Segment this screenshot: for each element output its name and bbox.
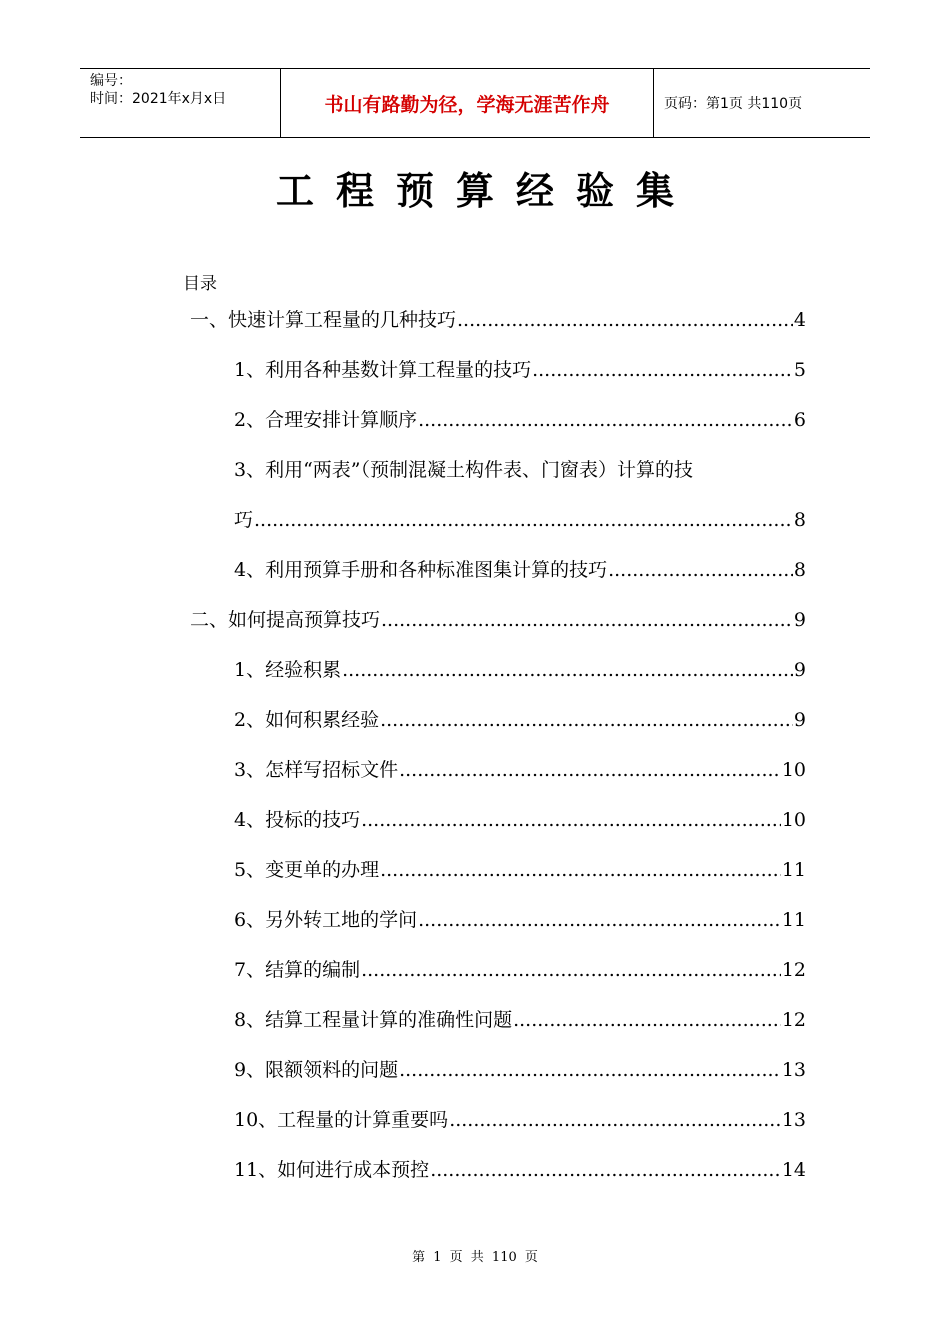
toc-entry <box>234 655 806 682</box>
toc-entry <box>190 305 806 332</box>
toc-entry <box>234 1105 806 1132</box>
toc-entry-label: 3、怎样写招标文件 <box>234 759 399 781</box>
toc-entry <box>234 755 806 782</box>
toc-entry <box>234 405 806 432</box>
toc-entry <box>234 555 806 582</box>
toc-entry-page: 13 <box>781 1109 806 1131</box>
page-info: 页码：第1页 共110页 <box>664 96 803 112</box>
toc-entry-label: 6、另外转工地的学问 <box>234 909 418 931</box>
document-title: 工程预算经验集 <box>275 169 696 213</box>
toc-entry-label: 二、如何提高预算技巧 <box>190 609 381 631</box>
header-info-cell <box>80 69 281 137</box>
toc-entry-label: 4、利用预算手册和各种标准图集计算的技巧 <box>234 559 608 581</box>
toc-entry <box>190 605 806 632</box>
page-footer: 第 1 页 共 110 页 <box>412 1250 538 1265</box>
toc-dot-leader <box>399 1059 781 1081</box>
toc-entry-label: 11、如何进行成本预控 <box>234 1159 430 1181</box>
toc-dot-leader <box>608 559 793 581</box>
toc-entry-label: 10、工程量的计算重要吗 <box>234 1109 449 1131</box>
toc-entry-label: 7、结算的编制 <box>234 959 361 981</box>
toc-entry-page: 9 <box>793 609 806 631</box>
toc-heading: 目录 <box>183 274 217 294</box>
toc-entry-label: 巧 <box>234 509 254 531</box>
toc-entry-page: 8 <box>793 509 806 531</box>
toc-entry-label: 2、如何积累经验 <box>234 709 380 731</box>
toc-entry <box>234 1155 806 1182</box>
time-label: 时间：2021年x月x日 <box>90 91 227 107</box>
toc-entry-page: 12 <box>781 1009 806 1031</box>
toc-entry <box>234 955 806 982</box>
toc-entry-label: 一、快速计算工程量的几种技巧 <box>190 309 457 331</box>
toc-entry <box>234 455 806 482</box>
toc-entry-page: 14 <box>781 1159 806 1181</box>
toc-entry <box>234 1005 806 1032</box>
toc-entry <box>234 855 806 882</box>
toc-entry-page: 8 <box>793 559 806 581</box>
toc-dot-leader <box>380 859 781 881</box>
toc-entry-page: 6 <box>793 409 806 431</box>
toc-entry-page: 9 <box>793 659 806 681</box>
number-label: 编号： <box>90 73 132 89</box>
toc-dot-leader <box>513 1009 781 1031</box>
toc-entry-label: 5、变更单的办理 <box>234 859 380 881</box>
toc-entry-label: 9、限额领料的问题 <box>234 1059 399 1081</box>
toc-entry <box>234 705 806 732</box>
toc-entry-page: 12 <box>781 959 806 981</box>
page-header <box>80 68 870 138</box>
toc-dot-leader <box>457 309 793 331</box>
toc-entry-page: 10 <box>781 809 806 831</box>
toc-dot-leader <box>361 809 781 831</box>
toc-entry-page: 11 <box>781 859 806 881</box>
motto: 书山有路勤为径，学海无涯苦作舟 <box>281 69 654 137</box>
toc-dot-leader <box>342 659 793 681</box>
toc-entry <box>234 355 806 382</box>
toc-entry-label: 2、合理安排计算顺序 <box>234 409 418 431</box>
toc-entry <box>234 1055 806 1082</box>
toc-entry <box>234 905 806 932</box>
toc-entry-label: 4、投标的技巧 <box>234 809 361 831</box>
toc-entry-label: 1、利用各种基数计算工程量的技巧 <box>234 359 532 381</box>
toc-dot-leader <box>361 959 781 981</box>
toc-entry-page: 11 <box>781 909 806 931</box>
toc-dot-leader <box>449 1109 781 1131</box>
toc-dot-leader <box>254 509 793 531</box>
toc-entry <box>234 805 806 832</box>
toc-entry-page: 5 <box>793 359 806 381</box>
toc-entry <box>234 505 806 532</box>
toc-dot-leader <box>380 709 793 731</box>
toc-dot-leader <box>418 409 793 431</box>
toc-entry-page: 13 <box>781 1059 806 1081</box>
toc-entry-label: 8、结算工程量计算的准确性问题 <box>234 1009 513 1031</box>
toc-dot-leader <box>381 609 793 631</box>
toc-entry-page: 10 <box>781 759 806 781</box>
toc-dot-leader <box>532 359 793 381</box>
toc-dot-leader <box>418 909 781 931</box>
toc-entry-page: 9 <box>793 709 806 731</box>
toc-entry-label: 3、利用“两表”（预制混凝土构件表、门窗表）计算的技 <box>234 459 694 481</box>
toc-dot-leader <box>430 1159 781 1181</box>
toc-dot-leader <box>399 759 781 781</box>
toc-entry-page: 4 <box>793 309 806 331</box>
toc-entry-label: 1、经验积累 <box>234 659 342 681</box>
